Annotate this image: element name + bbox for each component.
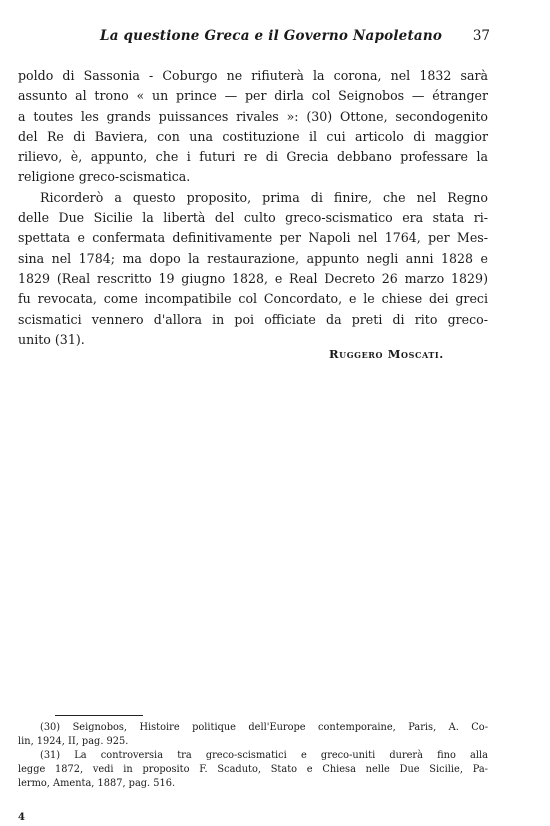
footnote-line: lin, 1924, II, pag. 925. (18, 736, 129, 747)
page-number: 37 (472, 28, 490, 44)
body-line: Ricorderò a questo proposito, prima di finire, che nel Regno (40, 189, 488, 205)
body-line: scismatici vennero d'allora in poi officiate da preti di rito greco- (18, 311, 488, 327)
body-line: unito (31). (18, 331, 85, 347)
body-line: a toutes les grands puissances rivales »: (30) Ottone, secondogenito (18, 108, 488, 124)
running-title: La questione Greca e il Governo Napoletano (100, 28, 443, 44)
footnote-divider (55, 715, 143, 716)
body-text (18, 66, 488, 350)
body-line: 1829 (Real rescritto 19 giugno 1828, e Real Decreto 26 marzo 1829) (18, 270, 488, 286)
footnote-line: legge 1872, vedi in proposito F. Scaduto, Stato e Chiesa nelle Due Sicilie, Pa- (18, 764, 488, 775)
printer-signature-mark: 4 (18, 812, 25, 823)
footnote-line: lermo, Amenta, 1887, pag. 516. (18, 778, 176, 789)
body-line: delle Due Sicilie la libertà del culto greco-scismatico era stata ri- (18, 210, 488, 226)
body-line: del Re di Baviera, con una costituzione il cui articolo di maggior (18, 128, 488, 144)
body-line: fu revocata, come incompatibile col Concordato, e le chiese dei greci (18, 291, 488, 307)
body-line: rilievo, è, appunto, che i futuri re di Grecia debbano professare la (18, 149, 488, 165)
author-signature: Ruggero Moscati. (329, 347, 444, 361)
body-line: sina nel 1784; ma dopo la restaurazione, appunto negli anni 1828 e (18, 250, 488, 266)
footnote-line: (30) Seignobos, Histoire politique dell'Europe contemporaine, Paris, A. Co- (40, 722, 488, 733)
body-line: poldo di Sassonia - Coburgo ne rifiuterà la corona, nel 1832 sarà (18, 68, 488, 83)
footnote-line: (31) La controversia tra greco-scismatici e greco-uniti durerà fino alla (40, 750, 488, 761)
body-line: assunto al trono « un prince — per dirla col Seignobos — étranger (18, 88, 488, 104)
body-line: religione greco-scismatica. (18, 169, 191, 185)
footnotes (18, 721, 488, 791)
body-line: spettata e confermata definitivamente per Napoli nel 1764, per Mes- (18, 230, 488, 246)
running-header (100, 28, 490, 50)
